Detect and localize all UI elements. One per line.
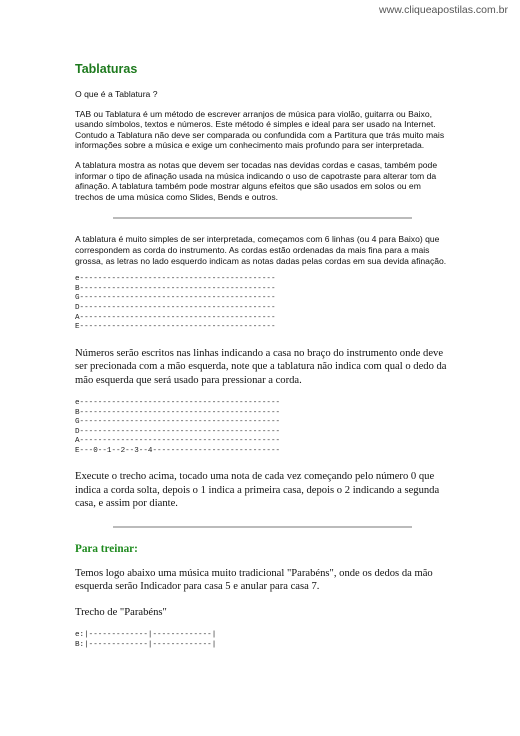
lines-paragraph: A tablatura é muito simples de ser interpretada, começamos com 6 linhas (ou 4 para Baixo) que correspondem as corda do instrumento. As cordas estão ordenadas da mais fina para a mais grossa, as letras no lado esquerdo indicam as notas dadas pelas cordas em sua devida afinação.	[75, 234, 447, 266]
tab-line: E-------------------------------------------	[75, 323, 276, 332]
practice-heading: Para treinar:	[75, 542, 138, 555]
excerpt-label: Trecho de "Parabéns"	[75, 606, 167, 618]
divider	[113, 217, 412, 219]
tab-parabens	[75, 631, 450, 650]
tab-line: G-------------------------------------------	[75, 294, 276, 303]
tab-line: e-------------------------------------------	[75, 275, 276, 284]
tab-line: A--------------------------------------------	[75, 437, 281, 446]
question-text: O que é a Tablatura ?	[75, 89, 158, 99]
numbers-paragraph: Números serão escritos nas linhas indicando a casa no braço do instrumento onde deve ser precionada com a mão esquerda, note que a tablatura não indica com qual o dedo da mão esquerda que será usado para pressionar a corda.	[75, 347, 447, 386]
tab-line: A-------------------------------------------	[75, 313, 276, 322]
tab-empty	[75, 275, 450, 333]
document-body	[75, 62, 450, 664]
tab-line: G--------------------------------------------	[75, 418, 281, 427]
execute-paragraph: Execute o trecho acima, tocado uma nota de cada vez começando pelo número 0 que indica a corda solta, depois o 1 indica a primeira casa, depois o 2 indicando a segunda casa, e assim por diante.	[75, 471, 440, 510]
tab-line: B:|-------------|-------------|	[75, 640, 217, 649]
tab-line: e:|-------------|-------------|	[75, 630, 217, 639]
site-url: www.cliqueapostilas.com.br	[379, 4, 508, 16]
intro-paragraph: TAB ou Tablatura é um método de escrever arranjos de música para violão, guitarra ou Baixo, usando símbolos, textos e números. Este método é simples e ideal para ser usado na Internet. Contudo a Tablatura não deve ser comparada ou confundida com a Partitura que trás muito mais informações sobre a música e exige um conhecimento mais profundo para ser interpretada.	[75, 108, 445, 151]
tab-example	[75, 399, 450, 457]
tab-line: B-------------------------------------------	[75, 284, 276, 293]
tab-line: B--------------------------------------------	[75, 408, 281, 417]
tab-line: E---0--1--2--3--4----------------------------	[75, 446, 281, 455]
intro-paragraph: A tablatura mostra as notas que devem ser tocadas nas devidas cordas e casas, também pode informar o tipo de afinação usada na música indicando o uso de capotraste para alterar tom da afinação. A tablatura também pode mostrar alguns efeitos que são usados em solos ou em trechos de uma música como Slides, Bends e outros.	[75, 159, 438, 202]
practice-paragraph: Temos logo abaixo uma música muito tradicional "Parabéns", onde os dedos da mão esquerda serão Indicador para casa 5 e anular para casa 7.	[75, 567, 433, 593]
page-title: Tablaturas	[75, 62, 138, 76]
divider	[113, 526, 412, 528]
tab-line: D--------------------------------------------	[75, 427, 281, 436]
tab-line: e--------------------------------------------	[75, 398, 281, 407]
tab-line: D-------------------------------------------	[75, 303, 276, 312]
